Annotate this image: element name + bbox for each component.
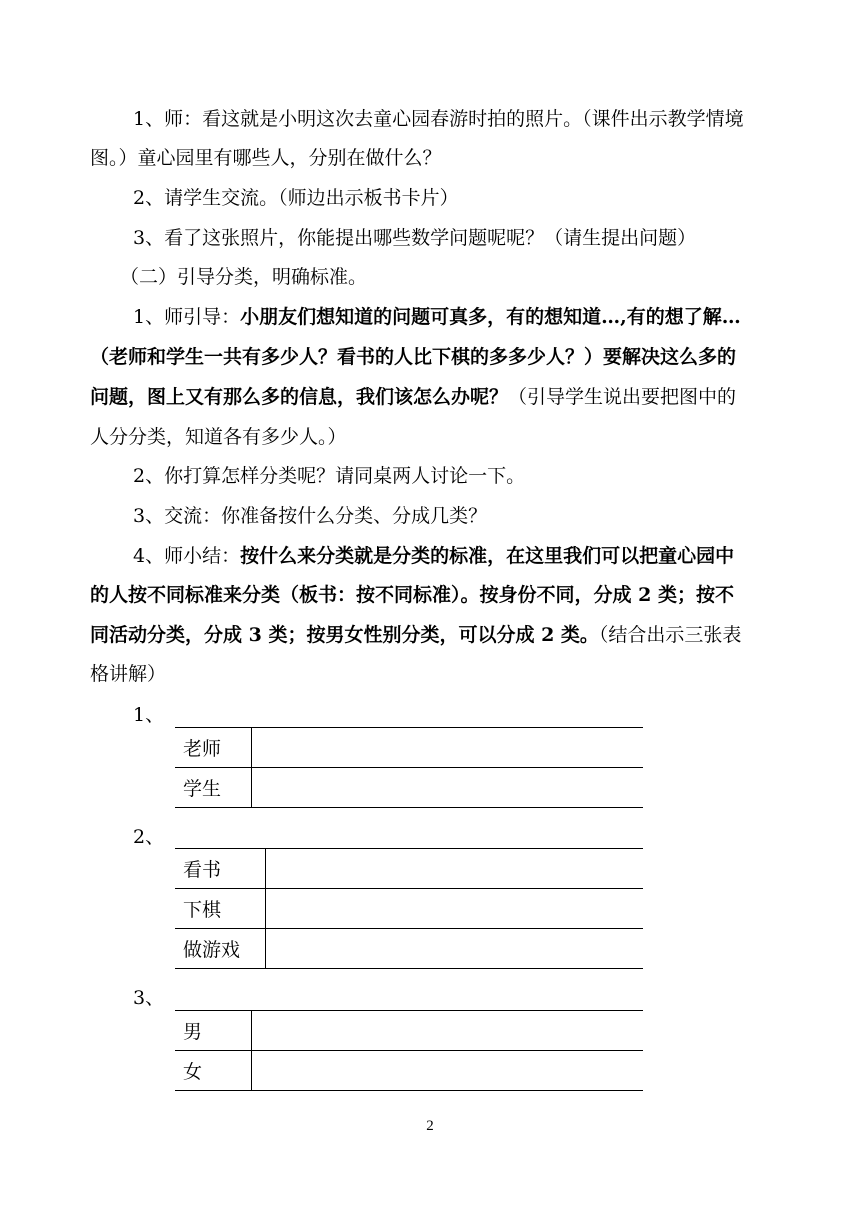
bold-text: 的人按不同标准来分类（板书：按不同标准）。按身份不同，分成 2 类；按不 — [90, 584, 734, 606]
text: 人分分类，知道各有多少人。） — [90, 426, 347, 448]
count-cell — [252, 1011, 644, 1051]
paragraph-line — [133, 186, 860, 210]
table-identity — [175, 727, 643, 808]
paragraph-line — [133, 504, 860, 528]
count-cell — [266, 889, 644, 929]
text: （二）引导分类，明确标准。 — [120, 266, 368, 288]
count-cell — [252, 768, 644, 808]
count-cell — [252, 1051, 644, 1091]
category-label: 下棋 — [175, 889, 266, 929]
category-label: 老师 — [175, 728, 252, 768]
table-row — [175, 889, 643, 929]
category-label: 女 — [175, 1051, 252, 1091]
paragraph-line — [133, 226, 860, 250]
table-row — [175, 849, 643, 889]
table-1-label: 1、 — [133, 704, 165, 726]
text: 2、请学生交流。（师边出示板书卡片） — [133, 187, 459, 209]
text: （结合出示三张表 — [598, 624, 742, 646]
category-label: 学生 — [175, 768, 252, 808]
text: （引导学生说出要把图中的 — [508, 386, 737, 408]
table-activity — [175, 848, 643, 969]
paragraph-line — [120, 265, 860, 289]
bold-text: 问题，图上又有那么多的信息，我们该怎么办呢？ — [90, 386, 509, 408]
table-row — [175, 1011, 643, 1051]
table-row — [175, 768, 643, 808]
table-row — [175, 728, 643, 768]
count-cell — [266, 929, 644, 969]
table-gender — [175, 1010, 643, 1091]
paragraph-line — [90, 623, 860, 647]
category-label: 做游戏 — [175, 929, 266, 969]
count-cell — [266, 849, 644, 889]
paragraph-line — [90, 662, 860, 686]
paragraph-line — [90, 385, 860, 409]
text: 4、师小结： — [133, 545, 241, 567]
text: 图。）童心园里有哪些人，分别在做什么？ — [90, 147, 442, 169]
paragraph-line — [133, 107, 860, 131]
table-3-label: 3、 — [133, 987, 165, 1009]
paragraph-line — [90, 345, 860, 369]
table-row — [175, 929, 643, 969]
category-label: 男 — [175, 1011, 252, 1051]
bold-text: （老师和学生一共有多少人？看书的人比下棋的多多少人？）要解决这么多的 — [90, 346, 737, 368]
table-row — [175, 1051, 643, 1091]
text: 格讲解） — [90, 663, 167, 685]
paragraph-line — [133, 464, 860, 488]
paragraph-line — [90, 425, 860, 449]
category-label: 看书 — [175, 849, 266, 889]
count-cell — [252, 728, 644, 768]
paragraph-line — [133, 305, 860, 329]
text: 3、看了这张照片，你能提出哪些数学问题呢呢？（请生提出问题） — [133, 227, 697, 249]
table-2-label: 2、 — [133, 826, 165, 848]
paragraph-line — [133, 544, 860, 568]
text: 3、交流：你准备按什么分类、分成几类？ — [133, 505, 488, 527]
page-number: 2 — [426, 1118, 434, 1134]
bold-text: 按什么来分类就是分类的标准，在这里我们可以把童心园中 — [240, 545, 735, 567]
bold-text: 同活动分类，分成 3 类；按男女性别分类，可以分成 2 类。 — [90, 624, 599, 646]
text: 1、师引导： — [133, 306, 241, 328]
paragraph-line — [90, 583, 860, 607]
text: 2、你打算怎样分类呢？请同桌两人讨论一下。 — [133, 465, 526, 487]
text: 1、师：看这就是小明这次去童心园春游时拍的照片。（课件出示教学情境 — [133, 108, 744, 130]
bold-text: 小朋友们想知道的问题可真多，有的想知道…,有的想了解… — [240, 306, 741, 328]
paragraph-line — [90, 146, 860, 170]
